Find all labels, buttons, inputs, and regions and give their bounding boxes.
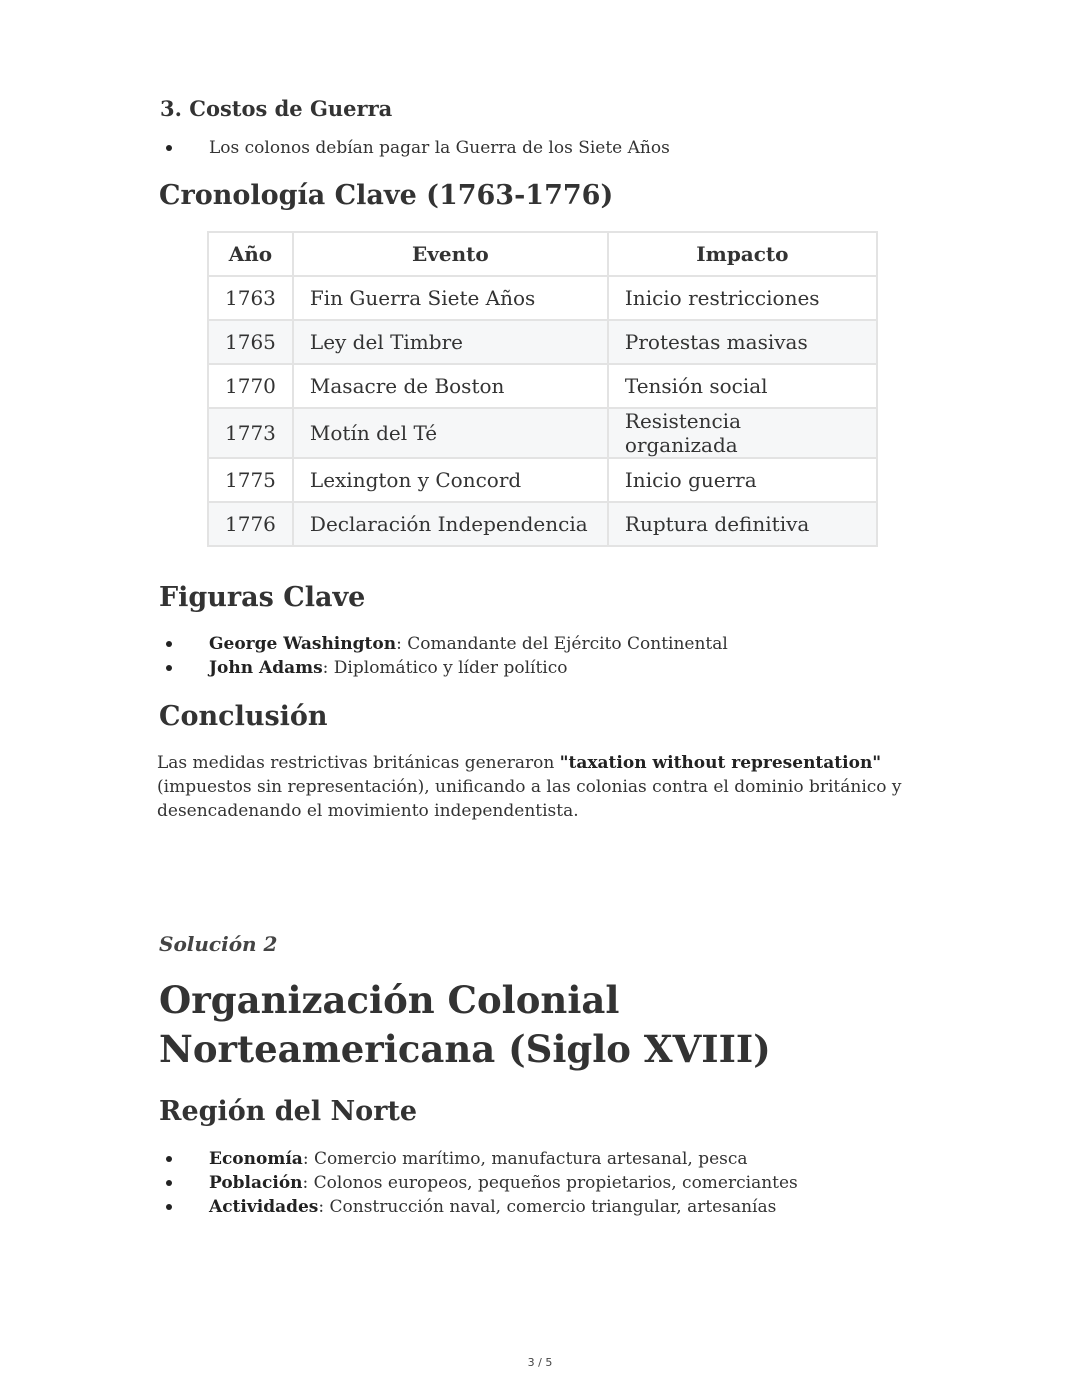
list-item [186, 1195, 798, 1219]
list-item [186, 1147, 798, 1171]
section-heading-costos: 3. Costos de Guerra [160, 96, 393, 121]
solution-label: Solución 2 [159, 932, 278, 956]
item-term: Actividades [209, 1197, 319, 1217]
item-description: : Diplomático y líder político [322, 658, 568, 678]
list-item [186, 1171, 798, 1195]
impact-cell: Ruptura definitiva [608, 502, 877, 546]
figuras-list [186, 632, 728, 680]
norte-heading: Región del Norte [159, 1096, 418, 1127]
table-row [208, 276, 877, 320]
item-description: : Comandante del Ejército Continental [396, 634, 728, 654]
year-cell: 1763 [208, 276, 293, 320]
item-description: : Colonos europeos, pequeños propietarios, comerciantes [302, 1173, 798, 1193]
year-cell: 1765 [208, 320, 293, 364]
impact-cell: Tensión social [608, 364, 877, 408]
event-cell: Ley del Timbre [293, 320, 608, 364]
table-row [208, 458, 877, 502]
event-cell: Masacre de Boston [293, 364, 608, 408]
event-cell: Motín del Té [293, 408, 608, 458]
item-term: Población [209, 1173, 303, 1193]
year-cell: 1776 [208, 502, 293, 546]
conclusion-paragraph: Las medidas restrictivas británicas generaron "taxation without representation" (impuestos sin representación), unificando a las colonias contra el dominio británico y desencadenando el movimiento independentista. [157, 753, 902, 821]
column-header-event: Evento [293, 232, 608, 276]
timeline-table [207, 231, 878, 547]
impact-cell: Inicio restricciones [608, 276, 877, 320]
item-term: John Adams [209, 658, 323, 678]
item-description: : Construcción naval, comercio triangular, artesanías [318, 1197, 777, 1217]
event-cell: Lexington y Concord [293, 458, 608, 502]
impact-cell: Resistencia organizada [608, 408, 877, 458]
item-term: George Washington [209, 634, 397, 654]
column-header-year: Año [208, 232, 293, 276]
year-cell: 1775 [208, 458, 293, 502]
list-item [186, 656, 728, 680]
impact-cell: Inicio guerra [608, 458, 877, 502]
column-header-impact: Impacto [608, 232, 877, 276]
timeline-heading: Cronología Clave (1763-1776) [159, 180, 614, 211]
item-description: : Comercio marítimo, manufactura artesanal, pesca [302, 1149, 748, 1169]
page-number: 3 / 5 [527, 1356, 553, 1369]
table-row [208, 408, 877, 458]
list-item: Los colonos debían pagar la Guerra de los Siete Años [186, 136, 670, 160]
item-term: Economía [209, 1149, 303, 1169]
conclusion-heading: Conclusión [159, 701, 328, 732]
norte-list [186, 1147, 798, 1219]
table-header-row [208, 232, 877, 276]
table-row [208, 502, 877, 546]
figuras-heading: Figuras Clave [159, 582, 366, 613]
year-cell: 1773 [208, 408, 293, 458]
year-cell: 1770 [208, 364, 293, 408]
costos-list [186, 136, 670, 160]
table-row [208, 364, 877, 408]
table-row [208, 320, 877, 364]
event-cell: Fin Guerra Siete Años [293, 276, 608, 320]
list-item [186, 632, 728, 656]
event-cell: Declaración Independencia [293, 502, 608, 546]
impact-cell: Protestas masivas [608, 320, 877, 364]
emphasis-text: "taxation without representation" [559, 753, 882, 773]
page-title: Organización Colonial Norteamericana (Siglo XVIII) [159, 978, 771, 1071]
